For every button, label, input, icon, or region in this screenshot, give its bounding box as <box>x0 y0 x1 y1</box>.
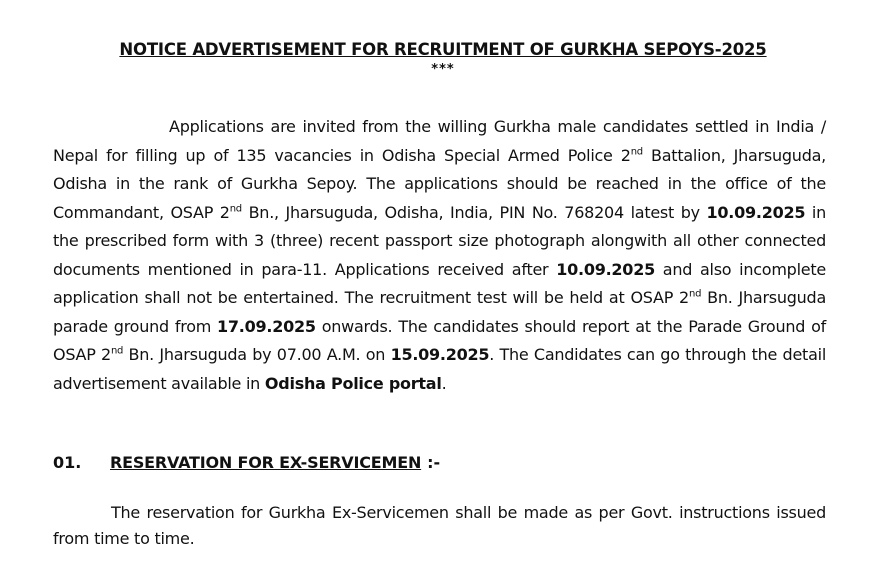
text-run: Battalion, Jharsuguda, Odisha in the rank of Gurkha Sepoy. The applications should be reached in the office of the Commandant, OSAP 2 <box>53 145 826 222</box>
title-separator: *** <box>431 62 455 77</box>
portal-name: Odisha Police portal <box>264 373 442 393</box>
text-run: . The Candidates can go through the detail advertisement available in <box>53 345 827 393</box>
section-number: 01. <box>53 453 82 472</box>
superscript: nd <box>630 146 643 158</box>
superscript: nd <box>229 203 242 215</box>
intro-paragraph <box>53 113 826 398</box>
superscript: nd <box>688 288 702 300</box>
test-start-date: 17.09.2025 <box>217 316 316 336</box>
text-run: in the prescribed form with 3 (three) recent passport size photograph alongwith all other connected documents mentioned in para-11. Applications received after <box>53 202 827 279</box>
section-paragraph: The reservation for Gurkha Ex-Servicemen shall be made as per Govt. instructions issued from time to time. <box>53 503 826 548</box>
deadline-date-repeat: 10.09.2025 <box>556 259 655 279</box>
report-date: 15.09.2025 <box>390 345 490 364</box>
section-title: RESERVATION FOR EX-SERVICEMEN <box>110 453 422 472</box>
text-run: Bn. Jharsuguda by 07.00 A.M. on <box>123 345 391 364</box>
text-run: . <box>441 373 447 393</box>
text-run: Bn., Jharsuguda, Odisha, India, PIN No. 768204 latest by <box>241 202 707 222</box>
text-run: Applications are invited from the willing Gurkha male candidates settled in India / Nepal for filling up of 135 vacancies in Odisha Special Armed Police 2 <box>53 117 826 165</box>
text-run: and also incomplete application shall not be entertained. The recruitment test will be held at OSAP 2 <box>53 259 826 307</box>
text-run: onwards. The candidates should report at the Parade Ground of OSAP 2 <box>53 316 827 364</box>
notice-title: NOTICE ADVERTISEMENT FOR RECRUITMENT OF GURKHA SEPOYS-2025 <box>119 40 767 59</box>
deadline-date: 10.09.2025 <box>706 202 806 222</box>
section-heading <box>53 453 440 472</box>
section-suffix: :- <box>427 453 441 472</box>
text-run: Bn. Jharsuguda parade ground from <box>53 288 827 336</box>
superscript: nd <box>110 345 124 357</box>
